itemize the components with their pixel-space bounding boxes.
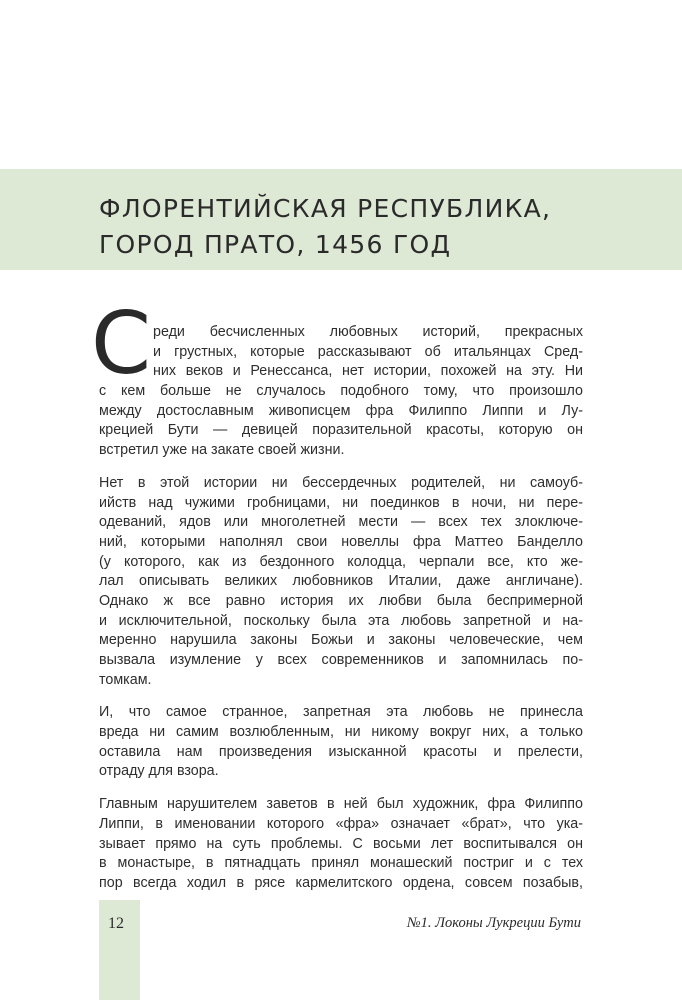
text-line: (у которого, как из бездонного колодца, черпали все, кто же- <box>99 553 583 570</box>
text-line: и грустных, которые рассказывают об итальянцах Сред- <box>153 343 583 360</box>
text-line: И, что самое странное, запретная эта любовь не принесла <box>99 704 583 721</box>
paragraph-4 <box>99 795 583 893</box>
text-line: Нет в этой истории ни бессердечных родителей, ни самоуб- <box>99 474 583 491</box>
text-line: меренно нарушила законы Божьи и законы человеческие, чем <box>99 632 583 649</box>
text-line: оставила нам произведения изысканной красоты и прелести, <box>99 743 583 760</box>
text-line: пор всегда ходил в рясе кармелитского ордена, совсем позабыв, <box>99 874 583 891</box>
text-line: зывает прямо на суть проблемы. С восьми лет воспитывался он <box>99 835 583 852</box>
text-line: Липпи, в именовании которого «фра» означает «брат», что ука- <box>99 815 583 832</box>
text-line: ийств над чужими гробницами, ни поединков в ночи, ни пере- <box>99 494 583 511</box>
text-line: Однако ж все равно история их любви была беспримерной <box>99 592 583 609</box>
chapter-title <box>99 191 551 263</box>
chapter-header-band <box>0 169 682 270</box>
text-line: крецией Бути — девицей поразительной красоты, которую он <box>99 422 583 439</box>
text-line: с кем больше не случалось подобного тому, что произошло <box>99 383 583 400</box>
text-line: них веков и Ренессанса, нет истории, похожей на эту. Ни <box>153 363 583 380</box>
text-line: встретил уже на закате своей жизни. <box>99 442 345 459</box>
drop-cap: С <box>91 294 152 394</box>
body-text <box>91 294 583 907</box>
text-line: между достославным живописцем фра Филиппо Липпи и Лу- <box>99 402 583 419</box>
text-line: вызвала изумление у всех современников и запомнилась по- <box>99 652 583 668</box>
text-line: томкам. <box>99 671 152 688</box>
text-line: отраду для взора. <box>99 763 219 780</box>
chapter-title-line-1: ФЛОРЕНТИЙСКАЯ РЕСПУБЛИКА, <box>99 194 552 223</box>
text-line: вреда ни самим возлюбленным, ни никому вокруг них, а только <box>99 724 583 741</box>
page-number: 12 <box>108 915 124 932</box>
paragraph-1 <box>91 294 583 461</box>
paragraph-3 <box>99 703 583 782</box>
text-line: одеваний, ядов или многолетней мести — всех тех злоключе- <box>99 514 583 531</box>
text-line: Главным нарушителем заветов в ней был художник, фра Филиппо <box>99 796 583 813</box>
running-head: №1. Локоны Лукреции Бути <box>407 915 581 931</box>
text-line: и исключительной, поскольку была эта любовь запретной и на- <box>99 612 583 629</box>
text-line: ний, которыми наполнял свои новеллы фра Маттео Банделло <box>99 533 583 550</box>
text-line: лал описывать великих любовников Италии, даже англичане). <box>99 573 583 590</box>
paragraph-2 <box>99 474 583 691</box>
chapter-title-line-2: ГОРОД ПРАТО, 1456 ГОД <box>99 230 452 259</box>
text-line: реди бесчисленных любовных историй, прекрасных <box>153 324 583 340</box>
text-line: в монастыре, в пятнадцать принял монашеский постриг и с тех <box>99 855 583 872</box>
